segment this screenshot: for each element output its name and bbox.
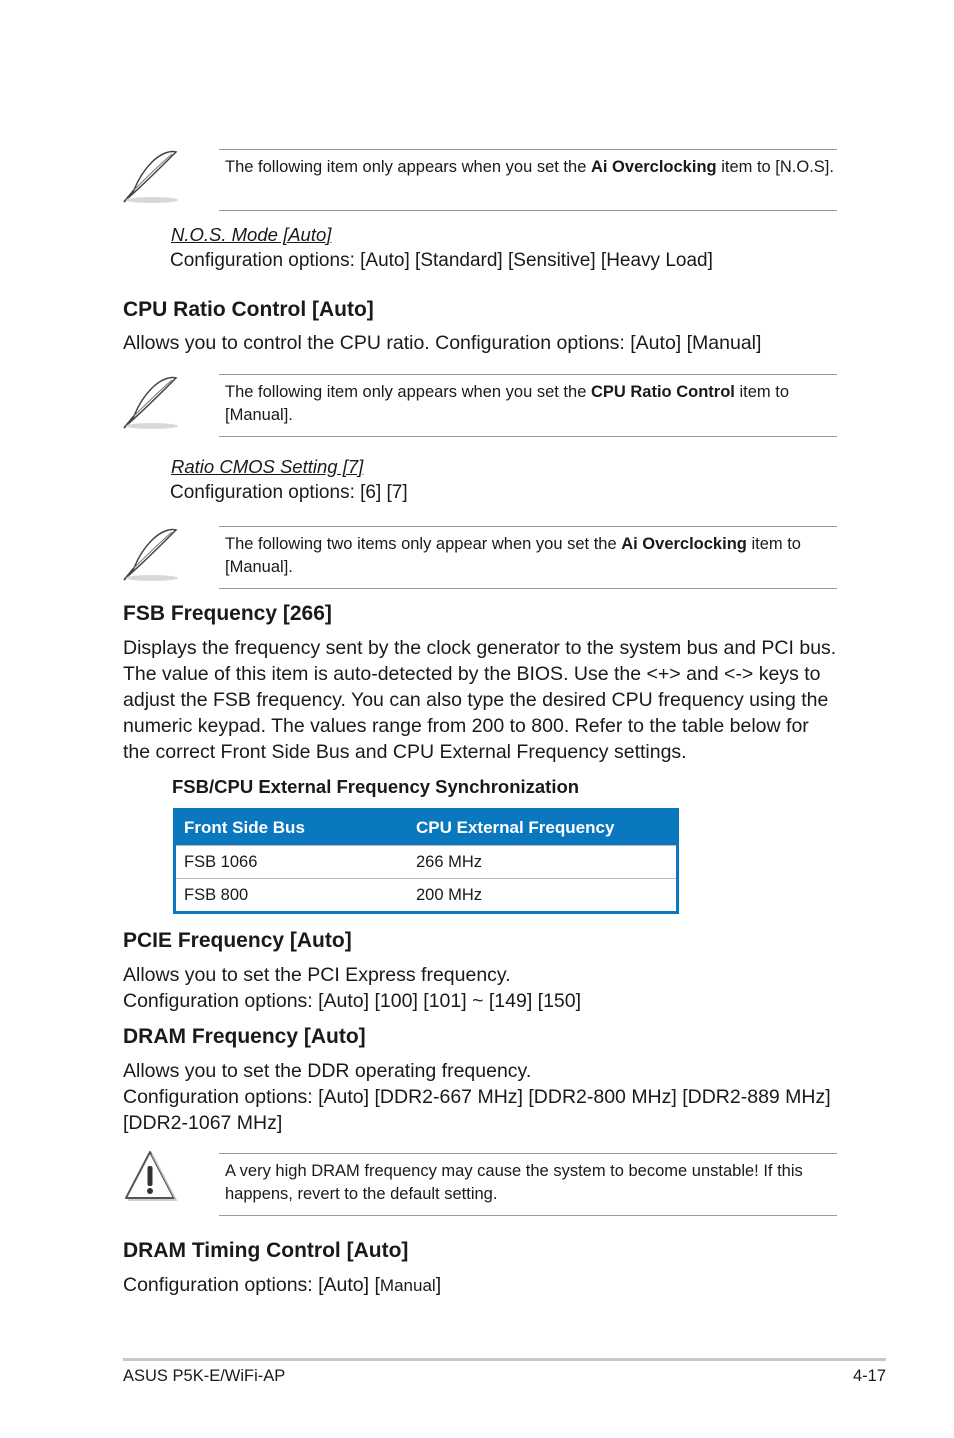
table-cell: FSB 800 xyxy=(175,879,409,913)
dram-frequency-line1: Allows you to set the DDR operating frequency. xyxy=(123,1060,532,1082)
cpu-ratio-heading: CPU Ratio Control [Auto] xyxy=(123,298,374,321)
table-header-row xyxy=(175,810,678,846)
table-row xyxy=(175,846,678,879)
note-box: The following two items only appear when you set the Ai Overclocking item to [Manual]. xyxy=(219,526,837,589)
table-cell: 266 MHz xyxy=(408,846,678,879)
table-row xyxy=(175,879,678,913)
pcie-heading: PCIE Frequency [Auto] xyxy=(123,929,352,952)
pcie-line1: Allows you to set the PCI Express frequency. xyxy=(123,964,511,986)
column-header: Front Side Bus xyxy=(175,810,409,846)
pcie-options: Configuration options: [Auto] [100] [101] ~ [149] [150] xyxy=(123,990,582,1012)
note-quill-icon xyxy=(120,146,182,206)
fsb-frequency-table xyxy=(173,808,679,914)
note-quill-icon xyxy=(120,524,182,584)
ratio-cmos-title: Ratio CMOS Setting [7] xyxy=(171,456,364,477)
column-header: CPU External Frequency xyxy=(408,810,678,846)
warning-box: A very high DRAM frequency may cause the system to become unstable! If this happens, revert to the default setting. xyxy=(219,1153,837,1216)
dram-frequency-heading: DRAM Frequency [Auto] xyxy=(123,1025,366,1048)
nos-mode-title: N.O.S. Mode [Auto] xyxy=(171,224,332,245)
dram-frequency-options: Configuration options: [Auto] [DDR2-667 MHz] [DDR2-800 MHz] [DDR2-889 MHz] [DDR2-1067 MHz] xyxy=(123,1086,831,1134)
ratio-cmos-options: Configuration options: [6] [7] xyxy=(170,482,408,503)
table-cell: FSB 1066 xyxy=(175,846,409,879)
note-quill-icon xyxy=(120,372,182,432)
note-box: The following item only appears when you set the CPU Ratio Control item to [Manual]. xyxy=(219,374,837,437)
nos-mode-options: Configuration options: [Auto] [Standard] [Sensitive] [Heavy Load] xyxy=(170,250,713,271)
dram-timing-heading: DRAM Timing Control [Auto] xyxy=(123,1239,409,1262)
fsb-text: Displays the frequency sent by the clock generator to the system bus and PCI bus. The value of this item is auto-detected by the BIOS. Use the <+> and <-> keys to adjust the FSB frequency. You can also type the desired CPU frequency using the numeric keypad. The values range from 200 to 800. Refer to the table below for the correct Front Side Bus and CPU External Frequency settings. xyxy=(123,637,837,763)
cpu-ratio-text: Allows you to control the CPU ratio. Configuration options: [Auto] [Manual] xyxy=(123,332,762,354)
footer-product-name: ASUS P5K-E/WiFi-AP xyxy=(123,1367,286,1385)
footer-divider xyxy=(123,1358,886,1361)
note-box: The following item only appears when you set the Ai Overclocking item to [N.O.S]. xyxy=(219,149,837,211)
dram-timing-options: Configuration options: [Auto] [Manual] xyxy=(123,1274,442,1296)
footer-page-number: 4-17 xyxy=(852,1367,886,1385)
table-cell: 200 MHz xyxy=(408,879,678,913)
fsb-heading: FSB Frequency [266] xyxy=(123,602,332,625)
fsb-table-title: FSB/CPU External Frequency Synchronization xyxy=(172,776,580,797)
warning-triangle-icon xyxy=(122,1148,178,1204)
